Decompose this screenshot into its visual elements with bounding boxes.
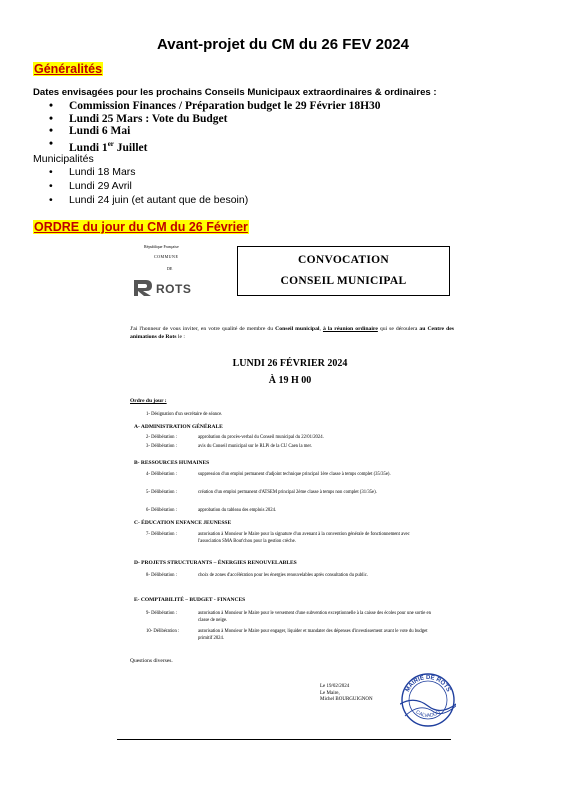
- list-item: • Lundi 1er Juillet: [69, 138, 381, 154]
- agenda-item: 7- Délibération : autorisation à Monsieur le Maire pour la signature d'un avenant à la convention générale de fonctionnement avec l'association SMA Bout'chou pour la gestion crèche.: [146, 532, 410, 544]
- list-item: • Lundi 25 Mars : Vote du Budget: [69, 113, 381, 126]
- ordre-du-jour-label: Ordre du jour :: [130, 398, 167, 404]
- dates-intro: Dates envisagées pour les prochains Conseils Municipaux extraordinaires & ordinaires :: [33, 87, 437, 98]
- convocation-title: CONVOCATION: [297, 254, 390, 266]
- rots-logo-icon: [132, 276, 154, 298]
- agenda-item: 4- Délibération : suppression d'un emploi permanent d'adjoint technique principal 1ère classe à temps complet (35/35e).: [146, 472, 391, 477]
- de-label: DE: [167, 266, 173, 271]
- section-title: D- PROJETS STRUCTURANTS – ÉNERGIES RENOUVELABLES: [134, 560, 297, 566]
- generalites-heading: Généralités: [34, 62, 103, 76]
- commune-label: COMMUNE: [154, 254, 179, 259]
- questions-diverses: Questions diverses.: [130, 658, 173, 664]
- rots-logo-text: ROTS: [156, 282, 192, 296]
- municipalites-dates-list: [69, 166, 248, 207]
- agenda-item: 5- Délibération : création d'un emploi permanent d'ATSEM principal 2ème classe à temps non complet (31/35e).: [146, 490, 377, 495]
- list-item: • Lundi 24 juin (et autant que de besoin): [69, 194, 248, 208]
- agenda-item: 3- Délibération : avis du Conseil municipal sur le RLPi de la CU Caen la mer.: [146, 444, 312, 449]
- agenda-item: 1- Désignation d'un secrétaire de séance.: [146, 412, 223, 417]
- agenda-item: 6- Délibération : approbation du tableau des emplois 2024.: [146, 508, 277, 513]
- municipalites-heading: Municipalités: [33, 153, 94, 165]
- signature-block: [320, 684, 373, 704]
- svg-text:MAIRIE DE ROTS: MAIRIE DE ROTS: [404, 674, 452, 694]
- ordre-du-jour-heading: ORDRE du jour du CM du 26 Février: [34, 220, 248, 234]
- agenda-item: 2- Délibération : approbation du procès-verbal du Conseil municipal du 22/01/2024.: [146, 435, 324, 440]
- svg-text:CALVADOS: CALVADOS: [414, 709, 442, 719]
- convocation-document: [120, 240, 460, 740]
- list-item: • Lundi 29 Avril: [69, 180, 248, 194]
- conseil-municipal-title: CONSEIL MUNICIPAL: [280, 275, 407, 287]
- convocation-intro: J'ai l'honneur de vous inviter, en votre qualité de membre du Conseil municipal, à la réunion ordinaire qui se déroulera au Centre des animations de Rots le :: [130, 326, 454, 340]
- page-title: Avant-projet du CM du 26 FEV 2024: [157, 36, 409, 53]
- signature-title: Le Maire,: [320, 690, 340, 696]
- signature-date: Le 19/02/2024: [320, 684, 350, 689]
- signature-name: Michel BOURGUIGNON: [320, 697, 373, 702]
- council-dates-list: [69, 100, 381, 154]
- bottom-divider: [117, 739, 451, 740]
- mairie-stamp-icon: [400, 672, 456, 728]
- section-title: B- RESSOURCES HUMAINES: [134, 460, 210, 466]
- list-item: • Commission Finances / Préparation budget le 29 Février 18H30: [69, 100, 381, 113]
- convocation-title-box: [237, 246, 450, 296]
- list-item: • Lundi 6 Mai: [69, 125, 381, 138]
- section-title: E- COMPTABILITÉ – BUDGET - FINANCES: [134, 597, 246, 603]
- agenda-item: 9- Délibération : autorisation à Monsieur le Maire pour le versement d'une subvention exceptionnelle à la caisse des écoles pour une sortie en classe de neige.: [146, 611, 431, 623]
- meeting-time: À 19 H 00: [268, 375, 312, 386]
- section-title: C- ÉDUCATION ENFANCE JEUNESSE: [134, 520, 232, 526]
- republique-label: République Française: [144, 244, 179, 249]
- meeting-date: LUNDI 26 FÉVRIER 2024: [232, 358, 348, 369]
- agenda-item: 8- Délibération : choix de zones d'accélération pour les énergies renouvelables après consultation du public.: [146, 573, 368, 578]
- section-title: A- ADMINISTRATION GÉNÉRALE: [134, 424, 223, 430]
- agenda-item: 10- Délibération : autorisation à Monsieur le Maire pour engager, liquider et mandater des dépenses d'investissement avant le vote du budget primitif 2024.: [146, 629, 428, 641]
- list-item: • Lundi 18 Mars: [69, 166, 248, 180]
